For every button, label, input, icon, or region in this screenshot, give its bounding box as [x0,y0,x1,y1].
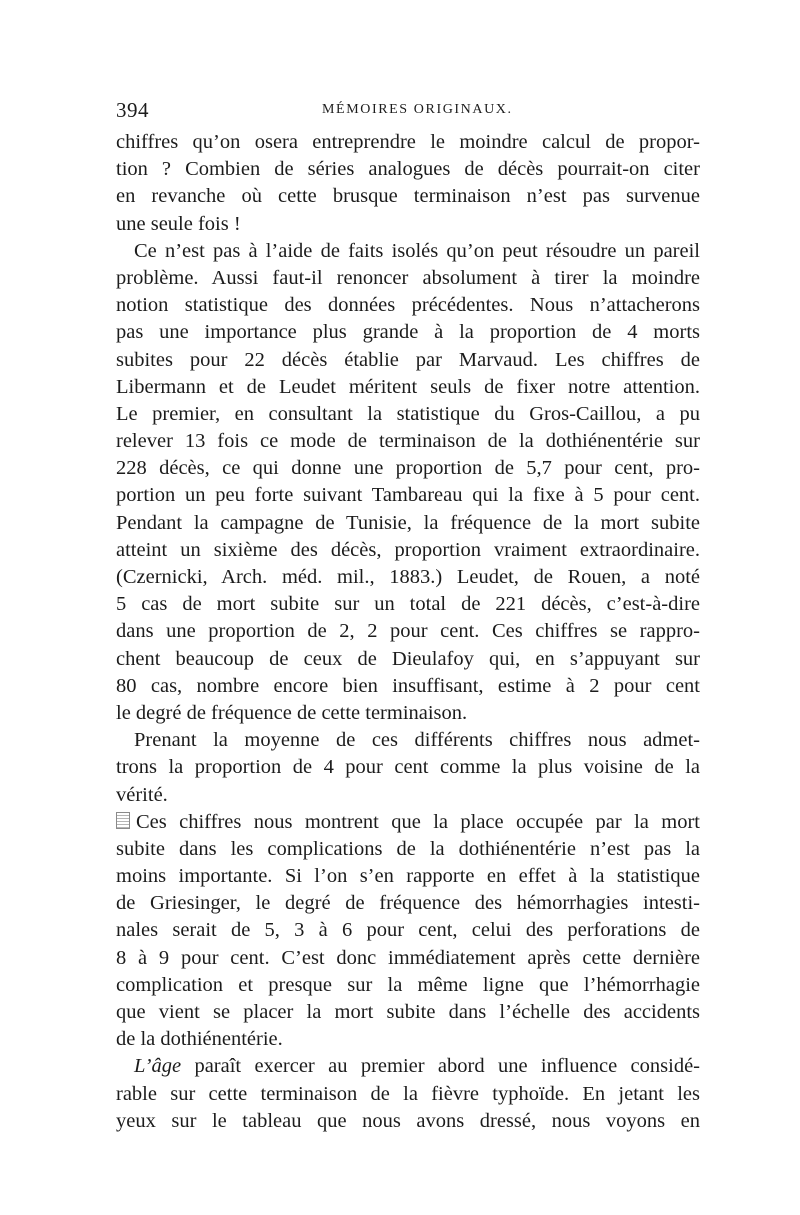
text-line: relever 13 fois ce mode de terminaison de la dothiénentérie sur [116,430,700,453]
text-line: subites pour 22 décès établie par Marvaud. Les chiffres de [116,348,700,371]
text-line: chiffres qu’on osera entreprendre le moindre calcul de propor- [116,131,700,153]
page-number: 394 [116,98,149,122]
text-line: chent beaucoup de ceux de Dieulafoy qui, en s’appuyant sur [116,647,700,670]
text-line: dans une proportion de 2, 2 pour cent. Ces chiffres se rappro- [116,620,700,643]
text-line: Pendant la campagne de Tunisie, la fréquence de la mort subite [116,511,700,534]
text-line: paraît exercer au premier abord une influence considé- [194,1055,700,1078]
text-line: problème. Aussi faut-il renoncer absolument à tirer la moindre [116,266,700,289]
text-line: pas une importance plus grande à la proportion de 4 morts [116,321,700,344]
paragraph-first-line [116,1053,700,1080]
text-line: (Czernicki, Arch. méd. mil., 1883.) Leudet, de Rouen, a noté [116,566,700,588]
body-text [116,129,700,1135]
text-line: notion statistique des données précédentes. Nous n’attacherons [116,294,700,317]
text-line: yeux sur le tableau que nous avons dressé, nous voyons en [116,1109,700,1132]
lead-word: L’âge [134,1055,182,1078]
text-line: 80 cas, nombre encore bien insuffisant, estime à 2 pour cent [116,674,700,697]
paragraph-first-line: Ce n’est pas à l’aide de faits isolés qu’on peut résoudre un pareil [134,239,700,262]
text-line: 228 décès, ce qui donne une proportion de 5,7 pour cent, pro- [116,457,700,480]
text-line: Libermann et de Leudet méritent seuls de fixer notre attention. [116,375,700,398]
text-line: rable sur cette terminaison de la fièvre typhoïde. En jetant les [116,1082,700,1105]
text-line: complication et presque sur la même ligne que l’hémorrhagie [116,973,700,996]
text-line: moins importante. Si l’on s’en rapporte en effet à la statistique [116,865,700,888]
text-line: vérité. [116,783,168,806]
text-line: Le premier, en consultant la statistique du Gros-Caillou, a pu [116,402,700,425]
running-title: MÉMOIRES ORIGINAUX. [322,102,513,117]
text-line: le degré de fréquence de cette terminaison. [116,701,468,724]
text-line: que vient se placer la mort subite dans l’échelle des accidents [116,1001,700,1023]
paragraph-first-line: Prenant la moyenne de ces différents chiffres nous admet- [134,729,700,752]
text-line: portion un peu forte suivant Tambareau qui la fixe à 5 pour cent. [116,484,700,507]
text-line: Ces chiffres nous montrent que la place occupée par la mort [136,810,700,833]
text-line: de la dothiénentérie. [116,1028,283,1051]
text-line: en revanche où cette brusque terminaison n’est pas survenue [116,185,700,208]
text-line: de Griesinger, le degré de fréquence des hémorrhagies intesti- [116,892,700,915]
text-line: atteint un sixième des décès, proportion vraiment extraordinaire. [116,538,700,561]
text-line: une seule fois ! [116,212,241,235]
text-line: trons la proportion de 4 pour cent comme la plus voisine de la [116,756,700,779]
text-line: 8 à 9 pour cent. C’est donc immédiatement après cette dernière [116,946,700,969]
text-line: 5 cas de mort subite sur un total de 221 décès, c’est-à-dire [116,593,700,616]
running-head [116,98,700,122]
text-line: nales serait de 5, 3 à 6 pour cent, celui des perforations de [116,919,700,942]
paragraph-first-line [116,809,700,836]
scan-mark-icon [116,812,130,829]
text-line: tion ? Combien de séries analogues de décès pourrait-on citer [116,158,700,181]
text-line: subite dans les complications de la dothiénentérie n’est pas la [116,837,700,860]
